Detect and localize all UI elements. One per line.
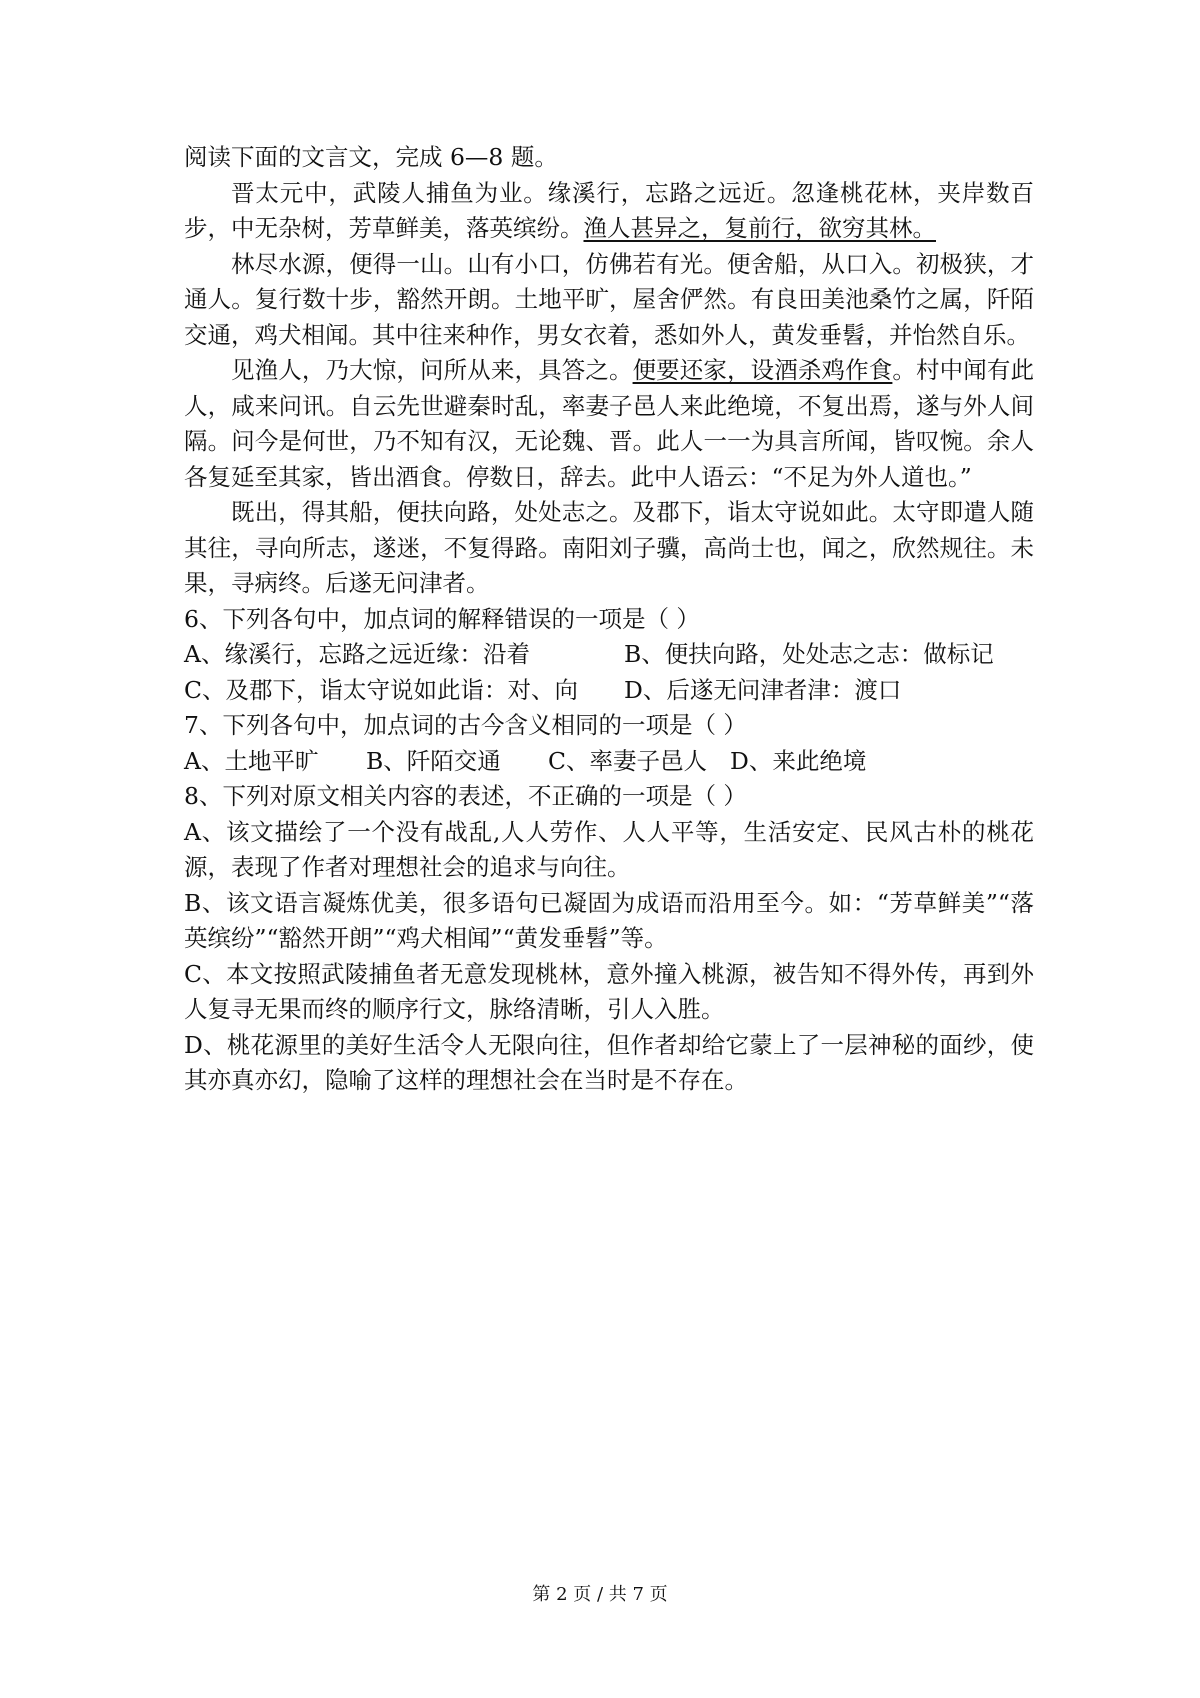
question-8-option-d: D、桃花源里的美好生活令人无限向往，但作者却给它蒙上了一层神秘的面纱，使其亦真亦幻，隐喻了这样的理想社会在当时是不存在。	[184, 1030, 1034, 1094]
underlined-sentence: 渔人甚异之，复前行，欲穷其林。	[583, 214, 936, 242]
question-6-option-b: B、便扶向路，处处志之志：做标记	[624, 640, 994, 668]
question-7-options	[184, 744, 1034, 780]
question-6-stem: 6、下列各句中，加点词的解释错误的一项是（ ）	[184, 604, 700, 633]
question-7-stem: 7、下列各句中，加点词的古今含义相同的一项是（ ）	[184, 711, 747, 739]
passage-paragraph-4: 既出，得其船，便扶向路，处处志之。及郡下，诣太守说如此。太守即遣人随其往，寻向所志，遂迷，不复得路。南阳刘子骥，高尚士也，闻之，欣然规往。未果，寻病终。后遂无问津者。	[184, 498, 1034, 597]
passage-text: 见渔人，乃大惊，问所从来，具答之。	[231, 356, 633, 384]
passage-paragraph-3	[184, 353, 1034, 495]
question-6-options-row-2	[184, 673, 1034, 709]
passage-paragraph-2: 林尽水源，便得一山。山有小口，仿佛若有光。便舍船，从口入。初极狭，才通人。复行数十步，豁然开朗。土地平旷，屋舍俨然。有良田美池桑竹之属，阡陌交通，鸡犬相闻。其中往来种作，男女衣着，悉如外人，黄发垂髫，并怡然自乐。	[184, 249, 1034, 349]
question-7-option-a: A、土地平旷	[184, 746, 319, 775]
question-8-option-a: A、该文描绘了一个没有战乱,人人劳作、人人平等，生活安定、民风古朴的桃花源，表现了作者对理想社会的追求与向往。	[184, 817, 1034, 881]
instruction: 阅读下面的文言文，完成 6—8 题。	[184, 143, 558, 171]
question-6-option-d: D、后遂无问津者津：渡口	[624, 675, 902, 704]
question-7-option-c: C、率妻子邑人	[548, 746, 707, 775]
page-number: 第 2 页 / 共 7 页	[532, 1584, 668, 1605]
question-8-option-b: B、该文语言凝炼优美，很多语句已凝固为成语而沿用至今。如：“芳草鲜美”“落英缤纷”“豁然开朗”“鸡犬相闻”“黄发垂髫”等。	[184, 888, 1034, 952]
question-6-options-row-1	[184, 637, 1034, 673]
passage-text: 晋太元中，武陵人捕鱼为业。缘溪行，忘路之远近。忽逢桃花林，夹岸数百步，中无杂树，芳草鲜美，落英缤纷。	[184, 178, 1034, 242]
question-8-stem: 8、下列对原文相关内容的表述，不正确的一项是（ ）	[184, 782, 747, 810]
question-6-option-a: A、缘溪行，忘路之远近缘：沿着	[184, 640, 530, 668]
question-7-option-d: D、来此绝境	[730, 746, 867, 775]
question-8-option-c: C、本文按照武陵捕鱼者无意发现桃林，意外撞入桃源，被告知不得外传，再到外人复寻无果而终的顺序行文，脉络清晰，引人入胜。	[184, 959, 1034, 1023]
document-body	[184, 140, 1034, 1099]
question-7-option-b: B、阡陌交通	[366, 746, 501, 775]
question-6-option-c: C、及郡下，诣太守说如此诣：对、向	[184, 675, 578, 704]
passage-text: 。村中闻有此人，咸来问讯。自云先世避秦时乱，率妻子邑人来此绝境，不复出焉，遂与外人间隔。问今是何世，乃不知有汉，无论魏、晋。此人一一为具言所闻，皆叹惋。余人各复延至其家，皆出酒食。停数日，辞去。此中人语云：“不足为外人道也。”	[184, 356, 1035, 491]
underlined-sentence: 便要还家，设酒杀鸡作食	[632, 356, 893, 384]
passage-paragraph-1	[184, 176, 1034, 247]
